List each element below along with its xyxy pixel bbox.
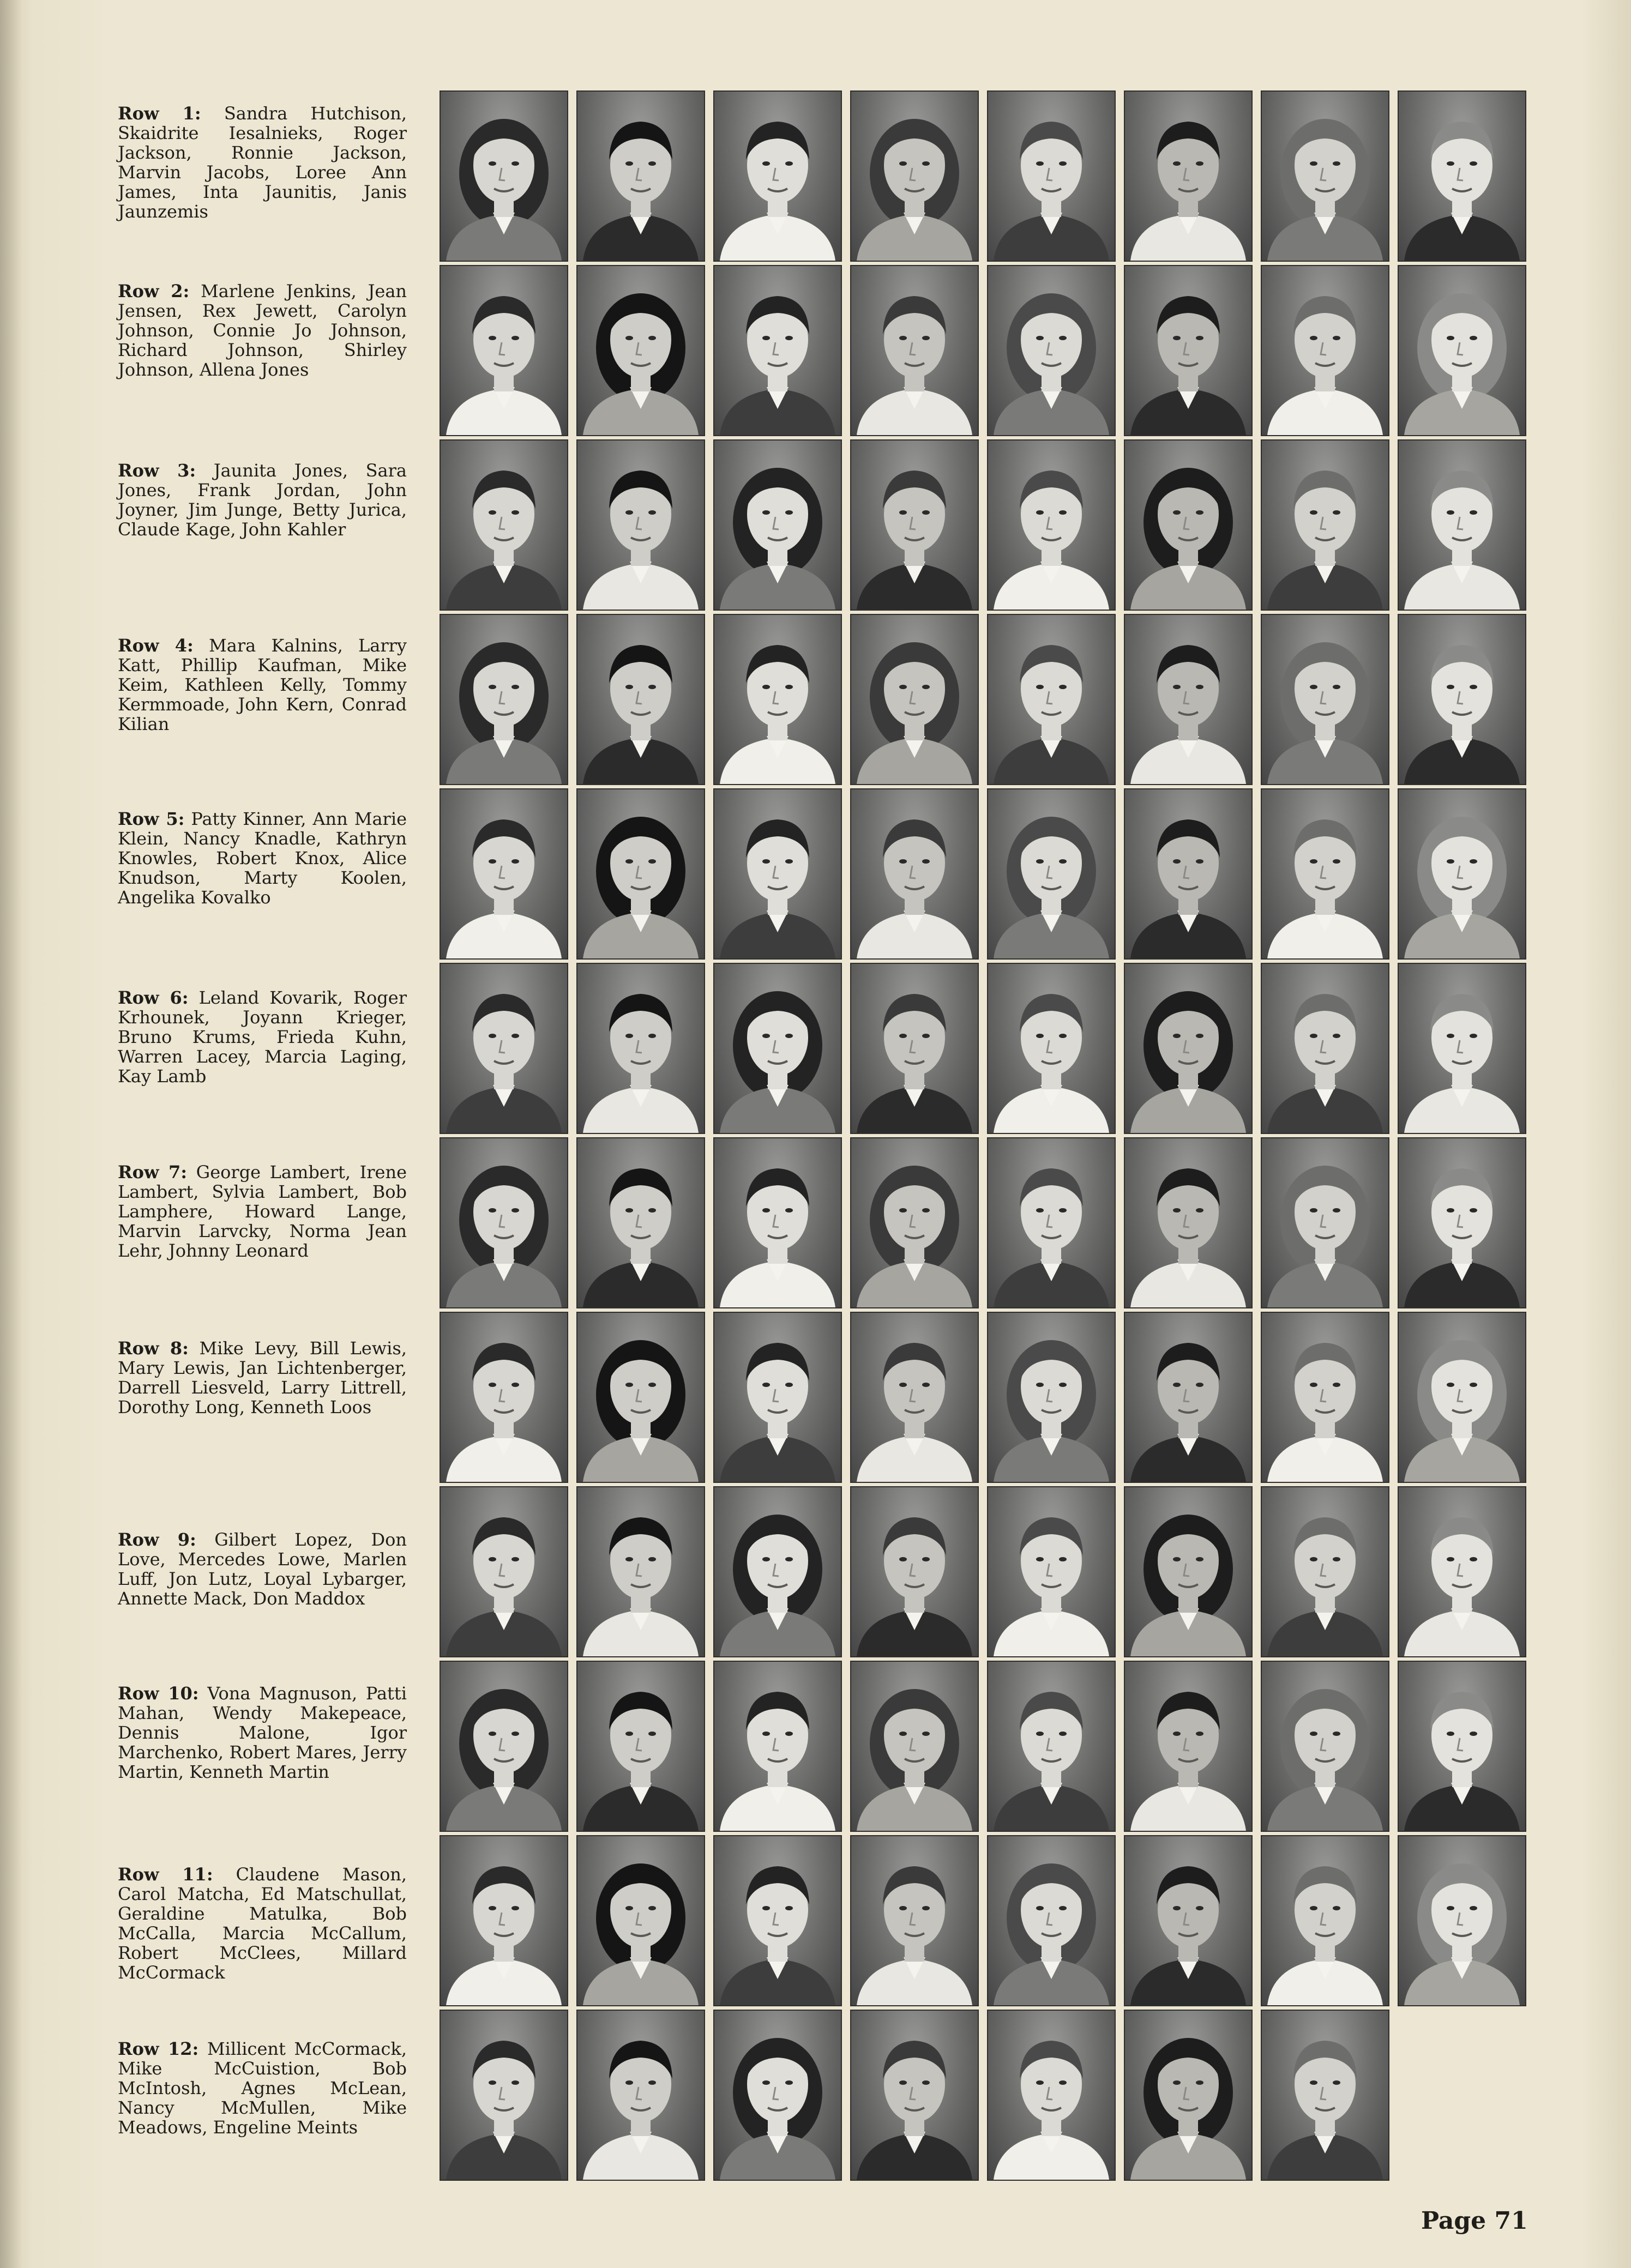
student-portrait [1261, 1312, 1389, 1483]
student-portrait [576, 788, 705, 960]
student-portrait [713, 963, 842, 1134]
student-portrait [1398, 1486, 1526, 1657]
row-label: Row 9: [118, 1529, 196, 1550]
student-portrait [1124, 1137, 1253, 1308]
student-portrait [1124, 614, 1253, 785]
student-portrait [850, 265, 979, 436]
student-portrait [1261, 2010, 1389, 2181]
row-caption [118, 2039, 407, 2137]
row-label: Row 10: [118, 1683, 199, 1704]
student-portrait [1261, 265, 1389, 436]
student-portrait [1398, 788, 1526, 960]
student-portrait [1261, 1835, 1389, 2006]
student-portrait [576, 1486, 705, 1657]
student-portrait [576, 614, 705, 785]
row-label: Row 12: [118, 2038, 199, 2059]
row-names: Marlene Jenkins, Jean Jensen, Rex Jewett, Carolyn Johnson, Connie Jo Johnson, Richard Johnson, Shirley Johnson, Allena Jones [118, 281, 407, 380]
student-portrait [713, 788, 842, 960]
student-portrait [440, 963, 568, 1134]
student-portrait [576, 1312, 705, 1483]
student-portrait [1398, 1137, 1526, 1308]
student-portrait [850, 439, 979, 611]
student-portrait [850, 1486, 979, 1657]
row-names: Leland Kovarik, Roger Krhounek, Joyann Krieger, Bruno Krums, Frieda Kuhn, Warren Lacey, Marcia Laging, Kay Lamb [118, 987, 407, 1087]
student-portrait [713, 1137, 842, 1308]
student-portrait [987, 1486, 1116, 1657]
student-portrait [1398, 1835, 1526, 2006]
student-portrait [987, 1661, 1116, 1832]
student-portrait [1261, 1661, 1389, 1832]
row-caption [118, 1865, 407, 1982]
row-names: Vona Magnuson, Patti Mahan, Wendy Makepeace, Dennis Malone, Igor Marchenko, Robert Mares, Jerry Martin, Kenneth Martin [118, 1683, 407, 1782]
row-caption [118, 988, 407, 1086]
row-label: Row 5: [118, 809, 185, 829]
student-portrait [713, 439, 842, 611]
student-portrait [987, 1312, 1116, 1483]
student-portrait [987, 788, 1116, 960]
student-portrait [1261, 788, 1389, 960]
student-portrait [576, 439, 705, 611]
student-portrait [1124, 2010, 1253, 2181]
row-names: Jaunita Jones, Sara Jones, Frank Jordan, John Joyner, Jim Junge, Betty Jurica, Claude Kage, John Kahler [118, 460, 407, 540]
student-portrait [1261, 439, 1389, 611]
student-portrait [987, 439, 1116, 611]
student-portrait [1398, 1661, 1526, 1832]
row-names: Sandra Hutchison, Skaidrite Iesalnieks, Roger Jackson, Ronnie Jackson, Marvin Jacobs, Loree Ann James, Inta Jaunitis, Janis Jaunzemis [118, 103, 407, 222]
student-portrait [1261, 1486, 1389, 1657]
student-portrait [1261, 91, 1389, 262]
row-names: Patty Kinner, Ann Marie Klein, Nancy Knadle, Kathryn Knowles, Robert Knox, Alice Knudson, Marty Koolen, Angelika Kovalko [118, 809, 407, 908]
student-portrait [1398, 91, 1526, 262]
student-portrait [576, 2010, 705, 2181]
student-portrait [440, 1137, 568, 1308]
student-portrait [440, 1486, 568, 1657]
student-portrait [713, 91, 842, 262]
student-portrait [1261, 963, 1389, 1134]
student-portrait [576, 1835, 705, 2006]
row-caption [118, 809, 407, 907]
student-portrait [576, 1661, 705, 1832]
student-portrait [1398, 963, 1526, 1134]
student-portrait [1398, 439, 1526, 611]
student-portrait [1124, 788, 1253, 960]
student-portrait [987, 1835, 1116, 2006]
spine-shadow [0, 0, 22, 2268]
student-portrait [440, 1835, 568, 2006]
student-portrait [1124, 1835, 1253, 2006]
student-portrait [713, 1661, 842, 1832]
student-portrait [987, 963, 1116, 1134]
student-portrait [713, 614, 842, 785]
student-portrait [850, 788, 979, 960]
student-portrait [576, 265, 705, 436]
student-portrait [440, 2010, 568, 2181]
student-portrait [713, 2010, 842, 2181]
student-portrait [1398, 265, 1526, 436]
student-portrait [1124, 1486, 1253, 1657]
student-portrait [713, 1312, 842, 1483]
row-label: Row 8: [118, 1338, 189, 1359]
row-caption [118, 1684, 407, 1782]
student-portrait [1124, 91, 1253, 262]
row-caption [118, 281, 407, 379]
row-names: Millicent McCormack, Mike McCuistion, Bob McIntosh, Agnes McLean, Nancy McMullen, Mike Meadows, Engeline Meints [118, 2038, 407, 2138]
student-portrait [1398, 614, 1526, 785]
student-portrait [987, 91, 1116, 262]
row-caption [118, 1530, 407, 1608]
student-portrait [440, 614, 568, 785]
student-portrait [850, 1312, 979, 1483]
row-names: George Lambert, Irene Lambert, Sylvia Lambert, Bob Lamphere, Howard Lange, Marvin Larvcky, Norma Jean Lehr, Johnny Leonard [118, 1162, 407, 1261]
student-portrait [440, 788, 568, 960]
student-portrait [713, 1486, 842, 1657]
student-portrait [987, 1137, 1116, 1308]
student-portrait [850, 1835, 979, 2006]
student-portrait [850, 963, 979, 1134]
student-portrait [1124, 963, 1253, 1134]
student-portrait [850, 614, 979, 785]
student-portrait [850, 1137, 979, 1308]
student-portrait [440, 91, 568, 262]
student-portrait [440, 439, 568, 611]
student-portrait [576, 1137, 705, 1308]
row-names: Mike Levy, Bill Lewis, Mary Lewis, Jan Lichtenberger, Darrell Liesveld, Larry Littrell, Dorothy Long, Kenneth Loos [118, 1338, 407, 1417]
row-label: Row 11: [118, 1864, 213, 1885]
row-names: Gilbert Lopez, Don Love, Mercedes Lowe, Marlen Luff, Jon Lutz, Loyal Lybarger, Annette Mack, Don Maddox [118, 1529, 407, 1609]
student-portrait [1124, 1661, 1253, 1832]
row-caption [118, 636, 407, 734]
row-label: Row 6: [118, 987, 189, 1008]
row-names: Claudene Mason, Carol Matcha, Ed Matschullat, Geraldine Matulka, Bob McCalla, Marcia McCallum, Robert McClees, Millard McCormack [118, 1864, 407, 1983]
student-portrait [987, 2010, 1116, 2181]
row-label: Row 2: [118, 281, 190, 301]
student-portrait [440, 1661, 568, 1832]
row-caption [118, 1338, 407, 1417]
row-label: Row 1: [118, 103, 201, 124]
row-caption [118, 1162, 407, 1260]
student-portrait [987, 614, 1116, 785]
page-number: Page 71 [1421, 2207, 1528, 2235]
student-portrait [440, 265, 568, 436]
student-portrait [1261, 614, 1389, 785]
row-label: Row 3: [118, 460, 196, 481]
student-portrait [440, 1312, 568, 1483]
student-portrait [576, 963, 705, 1134]
row-caption [118, 104, 407, 221]
row-names: Mara Kalnins, Larry Katt, Phillip Kaufman, Mike Keim, Kathleen Kelly, Tommy Kermmoade, John Kern, Conrad Kilian [118, 635, 407, 734]
student-portrait [713, 265, 842, 436]
student-portrait [1124, 265, 1253, 436]
student-portrait [576, 91, 705, 262]
student-portrait [1124, 1312, 1253, 1483]
row-label: Row 4: [118, 635, 194, 656]
student-portrait [987, 265, 1116, 436]
student-portrait [713, 1835, 842, 2006]
student-portrait [850, 91, 979, 262]
student-portrait [850, 2010, 979, 2181]
student-portrait [1261, 1137, 1389, 1308]
row-caption [118, 461, 407, 539]
student-portrait [1398, 1312, 1526, 1483]
student-portrait [850, 1661, 979, 1832]
row-label: Row 7: [118, 1162, 188, 1183]
student-portrait [1124, 439, 1253, 611]
